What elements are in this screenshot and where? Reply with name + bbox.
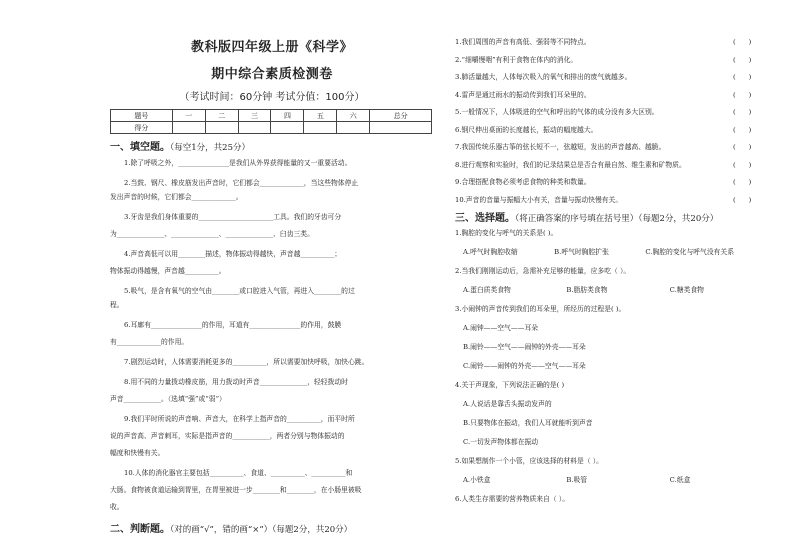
option-c[interactable]: C.胸腔的变化与呼气没有关系 (645, 248, 735, 256)
option-a[interactable]: A.蛋白质类食物 (463, 286, 511, 294)
choice-options (455, 471, 773, 490)
option-a[interactable]: A.呼气时胸腔收缩 (463, 248, 518, 256)
fill-question: 7.剧烈运动时，人体需要消耗更多的__________，所以需要加快呼吸，加快心跳。 (124, 358, 369, 366)
score-cell[interactable] (172, 122, 205, 134)
fill-question: 5.吸气，是含有氧气的空气由________或口腔进入气管，再进入________的过 (124, 287, 355, 295)
score-cell[interactable] (205, 122, 238, 134)
choice-question: 1.胸腔的变化与呼气的关系是( )。 (455, 229, 558, 237)
score-table-score-row (111, 122, 432, 134)
section-note: （对的画“√”，错的画“×”）（每题2分，共20分） (170, 525, 353, 535)
answer-paren[interactable]: ( ) (733, 195, 752, 204)
answer-paren[interactable]: ( ) (733, 178, 752, 186)
score-cell[interactable] (238, 122, 271, 134)
judge-item (455, 192, 773, 210)
fill-question-cont: 幅度和快慢有关。 (110, 449, 165, 457)
judge-item (455, 139, 773, 157)
left-column (110, 34, 434, 535)
score-table-cell: 一 (172, 110, 205, 122)
option-a[interactable]: A.闹钟——空气——耳朵 (463, 324, 539, 332)
fill-question: 9.我们平时所说的声音响、声音大，在科学上指声音的__________，而平时所 (124, 415, 355, 423)
score-table-cell: 二 (205, 110, 238, 122)
fill-question: 1.除了呼吸之外，_______________是我们从外界获得能量的又一重要活动。 (124, 159, 352, 167)
right-column (455, 34, 773, 509)
fill-question-cont: 收。 (110, 503, 124, 511)
option-c[interactable]: C.闹铃——闹钟的外壳——空气——耳朵 (463, 362, 586, 370)
judge-text: 4.雷声是通过雨水的振动传到我们耳朵里的。 (455, 90, 591, 99)
answer-paren[interactable]: ( ) (733, 90, 752, 99)
judge-item (455, 174, 773, 192)
section-choice-heading (455, 209, 773, 224)
judge-text: 7.我国传统乐器古筝的弦长短不一，弦越短，发出的声音越高、越脆。 (455, 143, 666, 151)
judge-text: 1.我们周围的声音有高低、强弱等不同特点。 (455, 38, 591, 46)
option-c[interactable]: C.糖类食物 (669, 286, 704, 294)
fill-question: 4.声音高低可以用________描述，物体振动得越快，声音越__________； (124, 250, 342, 258)
score-cell[interactable] (337, 122, 370, 134)
section-title: 二、判断题。 (110, 524, 170, 535)
option-c[interactable]: C.纸盒 (669, 476, 691, 484)
answer-paren[interactable]: ( ) (733, 38, 752, 46)
choice-options (455, 243, 773, 262)
answer-paren[interactable]: ( ) (733, 108, 752, 116)
judge-item (455, 69, 773, 87)
fill-question: 8.用不同的力量拨动橡皮筋，用力拨动时声音______________，轻轻拨动时 (124, 378, 348, 386)
score-table-cell: 六 (337, 110, 370, 122)
fill-question: 6.耳廓有_______________的作用，耳道有_______________的作用，鼓膜 (124, 321, 342, 329)
answer-paren[interactable]: ( ) (733, 55, 752, 64)
fill-question-cont: 有_____________的作用。 (110, 338, 189, 346)
judge-text: 10.声音的音量与振幅大小有关，音量与振动快慢有关。 (455, 195, 623, 204)
answer-paren[interactable]: ( ) (733, 73, 752, 81)
score-table-cell: 三 (238, 110, 271, 122)
judge-item (455, 122, 773, 140)
score-cell[interactable] (370, 122, 432, 134)
section-judge-heading (110, 520, 434, 535)
fill-question-cont: 发出声音的时候，它们都会_____________。 (110, 193, 243, 201)
exam-info: （考试时间：60分钟 考试分值：100分） (179, 92, 365, 103)
section-note: （每空1分，共25分） (170, 143, 250, 153)
judge-text: 6.钢尺伸出桌面的长度越长，振动的幅度越大。 (455, 125, 598, 134)
option-b[interactable]: B.吸管 (566, 476, 588, 484)
section-title: 三、选择题。 (455, 213, 515, 224)
option-b[interactable]: B.只要物体在振动，我们人耳就能听到声音 (463, 419, 593, 427)
fill-question-cont: 大肠。食物被食道运输到胃里，在胃里被进一步________和________，在小肠里被吸 (110, 486, 362, 494)
section-fill-heading (110, 138, 434, 153)
judge-text: 3.肺活量越大，人体每次吸入的氧气和排出的废气就越多。 (455, 73, 632, 81)
choice-question: 6.人类生存需要的营养物质来自（ ）。 (455, 495, 569, 503)
choice-question: 4.关于声现象，下列说法正确的是( ) (455, 381, 565, 389)
option-b[interactable]: B.闹铃——空气——闹钟的外壳——耳朵 (463, 343, 586, 351)
choice-question: 5.如果想制作一个小管，应该选择的材料是（ ）。 (455, 457, 603, 465)
exam-title: 教科版四年级上册《科学》 (190, 40, 353, 55)
score-table-cell: 总分 (370, 110, 432, 122)
judge-item (455, 52, 773, 70)
exam-subtitle: 期中综合素质检测卷 (211, 67, 333, 82)
choice-question: 3.小闹钟的声音传到我们的耳朵里，所经历的过程是( )。 (455, 305, 626, 313)
score-table-cell: 五 (304, 110, 337, 122)
fill-question-cont: 声音___________。（选填“强”或“弱”） (110, 395, 226, 403)
score-table-cell: 四 (271, 110, 304, 122)
judge-item (455, 104, 773, 122)
score-cell[interactable] (304, 122, 337, 134)
judge-item (455, 157, 773, 175)
option-b[interactable]: B.脂肪类食物 (566, 286, 608, 294)
fill-question-cont: 说的声音高、声音刺耳，实际是指声音的___________，两者分别与物体振动的 (110, 432, 345, 440)
judge-item (455, 87, 773, 105)
option-b[interactable]: B.呼气时胸腔扩张 (554, 248, 609, 256)
score-table-row-label: 得分 (111, 122, 173, 134)
section-note: （将正确答案的序号填在括号里）（每题2分，共20分） (515, 214, 719, 224)
score-cell[interactable] (271, 122, 304, 134)
answer-paren[interactable]: ( ) (733, 160, 752, 169)
judge-item (455, 34, 773, 52)
fill-question-cont: 程。 (110, 301, 124, 309)
judge-text: 9.合理搭配食物必须考虑食物的种类和数量。 (455, 178, 591, 186)
fill-question: 10.人体的消化器官主要包括__________、食道、__________、__________和 (124, 469, 353, 477)
choice-question: 2.当我们刚刚运动后，急需补充足够的能量，应多吃（ ）。 (455, 267, 631, 275)
answer-paren[interactable]: ( ) (733, 125, 752, 134)
fill-question: 2.当鼓、钢尺、橡皮筋发出声音时，它们都会_____________，当这些物体停止 (124, 179, 359, 187)
choice-options (455, 281, 773, 300)
fill-question-cont: 为______________、______________、______________、臼齿三类。 (110, 230, 314, 238)
option-c[interactable]: C.一切发声物体都在振动 (463, 438, 539, 446)
option-a[interactable]: A.小铁盒 (463, 476, 491, 484)
score-table (110, 109, 432, 134)
score-table-cell: 题号 (111, 110, 173, 122)
answer-paren[interactable]: ( ) (733, 143, 752, 151)
section-title: 一、填空题。 (110, 142, 170, 153)
judge-text: 5.一般情况下，人体吸进的空气和呼出的气体的成分没有多大区别。 (455, 108, 659, 116)
option-a[interactable]: A.人说话是靠舌头振动发声的 (463, 400, 552, 408)
fill-question-cont: 物体振动得越慢，声音越__________。 (110, 267, 226, 275)
fill-question: 3.牙齿是我们身体重要的______________________工具。我们的牙齿可分 (124, 213, 342, 221)
judge-text: 2.“细嚼慢咽”有利于食物在体内的消化。 (455, 55, 578, 64)
score-table-header-row (111, 110, 432, 122)
judge-text: 8.进行观察和实验时，我们的记录结果总是否合有最自然、维生素和矿物质。 (455, 160, 686, 169)
